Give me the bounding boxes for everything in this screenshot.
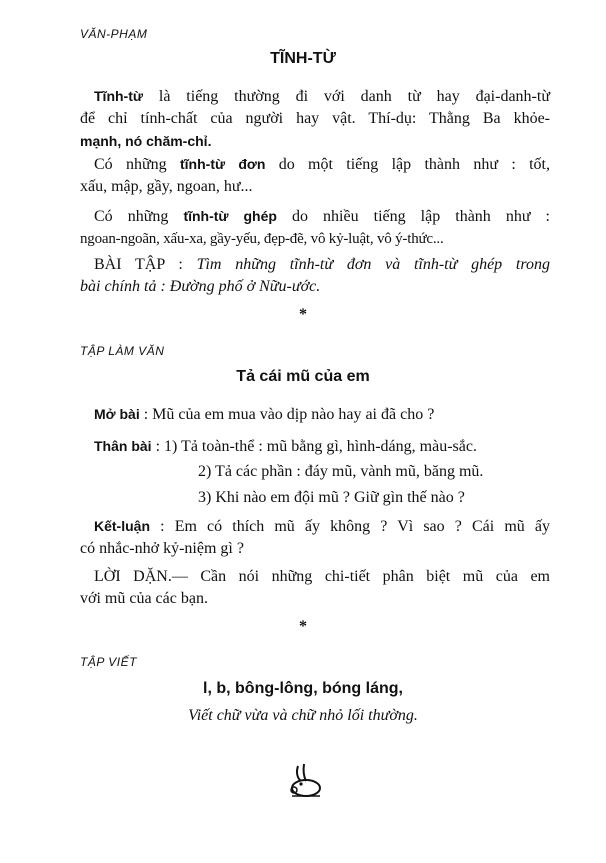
text: Cần nói những chi-tiết phân biệt mũ của em bbox=[200, 568, 551, 585]
text: : Mũ của em mua vào dịp nào hay ai đã cho ? bbox=[143, 406, 435, 423]
section-label-tap-viet: TẬP VIẾT bbox=[80, 655, 137, 669]
loi-dan bbox=[80, 566, 550, 610]
rabbit-icon bbox=[286, 760, 326, 800]
paragraph-definition bbox=[80, 85, 550, 153]
label-loi-dan: LỜI DẶN.— bbox=[94, 568, 188, 585]
text: bài chính tả : Đường phố ở Nữu-ước. bbox=[80, 278, 321, 295]
separator-star: * bbox=[299, 618, 307, 635]
title-tinh-tu: TĨNH-TỪ bbox=[270, 50, 336, 67]
text: là tiếng thường đi với danh từ hay đại-danh-từ bbox=[158, 88, 551, 105]
term-tinh-tu: Tĩnh-từ bbox=[94, 88, 144, 104]
paragraph-tinh-tu-don bbox=[80, 153, 550, 198]
label-ket-luan: Kết-luận bbox=[94, 518, 150, 534]
text: Tìm những tĩnh-từ đơn và tĩnh-từ ghép trong bbox=[196, 256, 550, 273]
writing-instruction: Viết chữ vừa và chữ nhỏ lối thường. bbox=[188, 707, 418, 724]
exercise-label: BÀI TẬP : bbox=[94, 256, 183, 273]
practice-line: l, b, bông-lông, bóng láng, bbox=[203, 680, 403, 697]
text-bold: mạnh, nó chăm-chỉ. bbox=[80, 133, 212, 149]
section-label-tap-lam-van: TẬP LÀM VĂN bbox=[80, 344, 165, 358]
mo-bai bbox=[80, 403, 550, 426]
term-tinh-tu-ghep: tĩnh-từ ghép bbox=[183, 208, 277, 224]
section-label-van-pham: VĂN-PHẠM bbox=[80, 27, 148, 41]
than-bai bbox=[80, 435, 550, 458]
separator-star: * bbox=[299, 306, 307, 323]
term-tinh-tu-don: tĩnh-từ đơn bbox=[180, 156, 266, 172]
text: do nhiều tiếng lập thành như : bbox=[291, 208, 551, 225]
text: do một tiếng lập thành như : tốt, bbox=[278, 156, 550, 173]
ket-luan bbox=[80, 515, 550, 560]
text: với mũ của các bạn. bbox=[80, 590, 208, 607]
than-bai-item-2: 2) Tả các phần : đáy mũ, vành mũ, băng mũ. bbox=[198, 463, 484, 480]
text: Có những bbox=[94, 208, 169, 225]
text: : 1) Tả toàn-thể : mũ bằng gì, hình-dáng, màu-sắc. bbox=[155, 438, 477, 455]
text: để chỉ tính-chất của người hay vật. Thí-dụ: Thằng Ba khỏe- bbox=[80, 110, 550, 127]
label-mo-bai: Mở bài bbox=[94, 406, 140, 422]
title-ta-cai-mu: Tả cái mũ của em bbox=[236, 368, 370, 385]
text: xấu, mập, gầy, ngoan, hư... bbox=[80, 178, 253, 195]
label-than-bai: Thân bài bbox=[94, 438, 152, 454]
exercise bbox=[80, 254, 550, 298]
text: : Em có thích mũ ấy không ? Vì sao ? Cái mũ ấy bbox=[160, 518, 551, 535]
text: ngoan-ngoãn, xấu-xa, gầy-yếu, đẹp-đẽ, vô kỷ-luật, vô ý-thức... bbox=[80, 231, 444, 247]
text: có nhắc-nhở kỷ-niệm gì ? bbox=[80, 540, 244, 557]
than-bai-item-3: 3) Khi nào em đội mũ ? Giữ gìn thế nào ? bbox=[198, 489, 465, 506]
paragraph-tinh-tu-ghep bbox=[80, 205, 550, 250]
text: Có những bbox=[94, 156, 167, 173]
